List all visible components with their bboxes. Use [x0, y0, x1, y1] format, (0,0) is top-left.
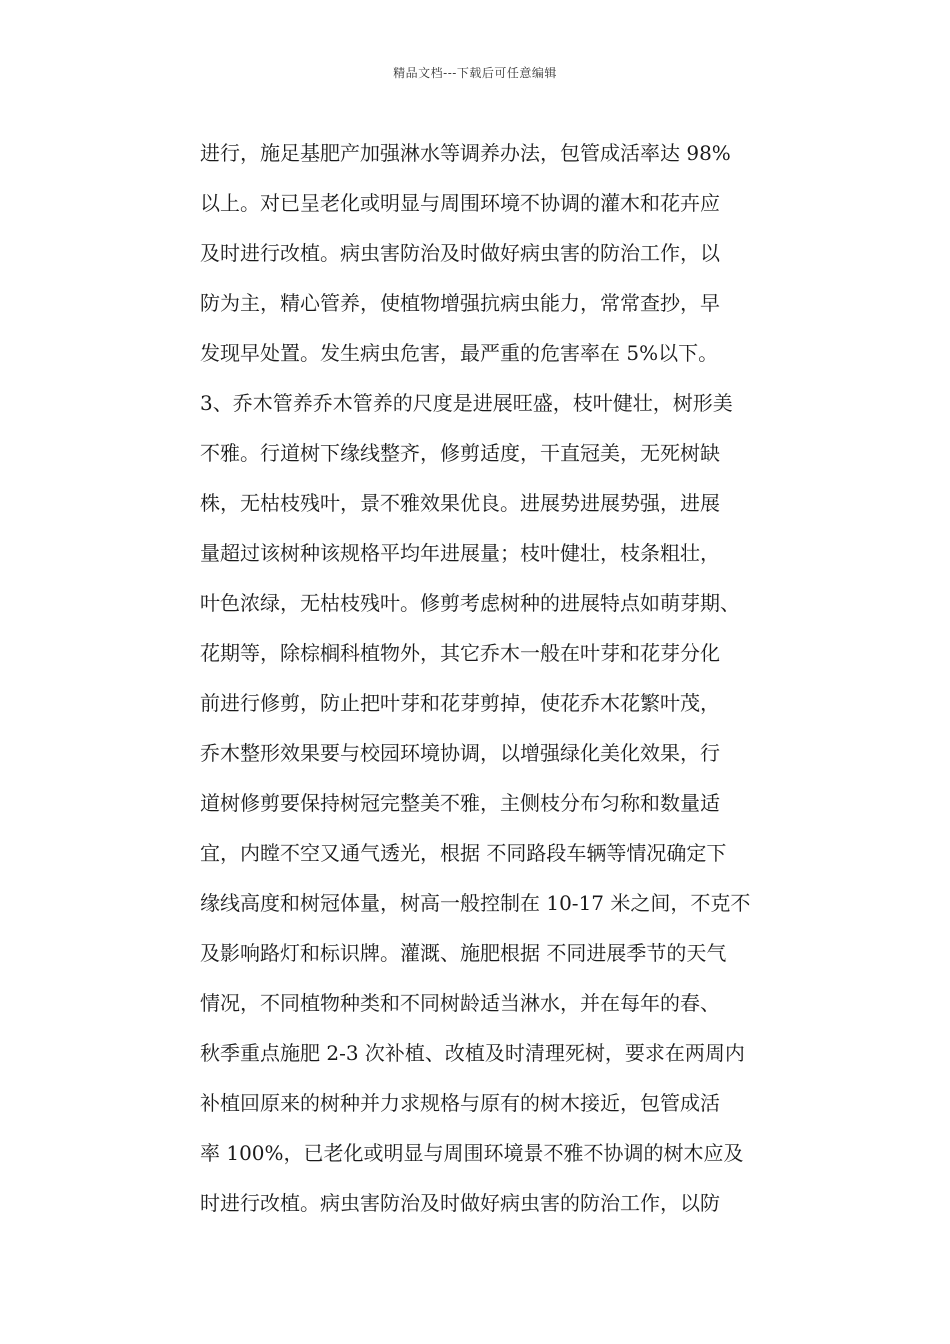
text-line: 及时进行改植。病虫害防治及时做好病虫害的防治工作，以: [200, 241, 720, 265]
text-line: 发现早处置。发生病虫危害，最严重的危害率在 5%以下。: [200, 341, 719, 365]
text-line: 道树修剪要保持树冠完整美不雅，主侧枝分布匀称和数量适: [200, 791, 720, 815]
text-line: 率 100%，已老化或明显与周围环境景不雅不协调的树木应及: [200, 1141, 744, 1165]
page-header: 精品文档---下载后可任意编辑: [393, 66, 557, 80]
text-line: 前进行修剪，防止把叶芽和花芽剪掉，使花乔木花繁叶茂，: [200, 691, 720, 715]
text-line: 不雅。行道树下缘线整齐，修剪适度，干直冠美，无死树缺: [200, 441, 720, 465]
text-line: 进行，施足基肥产加强淋水等调养办法，包管成活率达 98%: [200, 141, 731, 165]
text-line: 株，无枯枝残叶，景不雅效果优良。进展势进展势强，进展: [200, 491, 720, 515]
document-body: [200, 128, 800, 1228]
text-line: 量超过该树种该规格平均年进展量；枝叶健壮，枝条粗壮，: [200, 541, 720, 565]
text-line: 以上。对已呈老化或明显与周围环境不协调的灌木和花卉应: [200, 191, 720, 215]
text-line: 花期等，除棕榈科植物外，其它乔木一般在叶芽和花芽分化: [200, 641, 720, 665]
text-line: 防为主，精心管养，使植物增强抗病虫能力，常常查抄，早: [200, 291, 720, 315]
text-line: 情况，不同植物种类和不同树龄适当淋水，并在每年的春、: [200, 991, 720, 1015]
text-line: 3、乔木管养乔木管养的尺度是进展旺盛，枝叶健壮，树形美: [200, 391, 733, 415]
text-line: 宜，内瞠不空又通气透光，根据 不同路段车辆等情况确定下: [200, 841, 727, 865]
text-line: 秋季重点施肥 2-3 次补植、改植及时清理死树，要求在两周内: [200, 1041, 745, 1065]
text-line: 乔木整形效果要与校园环境协调，以增强绿化美化效果，行: [200, 741, 720, 765]
text-line: 时进行改植。病虫害防治及时做好病虫害的防治工作，以防: [200, 1191, 720, 1215]
text-line: 叶色浓绿，无枯枝残叶。修剪考虑树种的进展特点如萌芽期、: [200, 591, 740, 615]
text-line: 补植回原来的树种并力求规格与原有的树木接近，包管成活: [200, 1091, 720, 1115]
text-line: 缘线高度和树冠体量，树高一般控制在 10-17 米之间，不克不: [200, 891, 751, 915]
text-line: 及影响路灯和标识牌。灌溉、施肥根据 不同进展季节的天气: [200, 941, 727, 965]
